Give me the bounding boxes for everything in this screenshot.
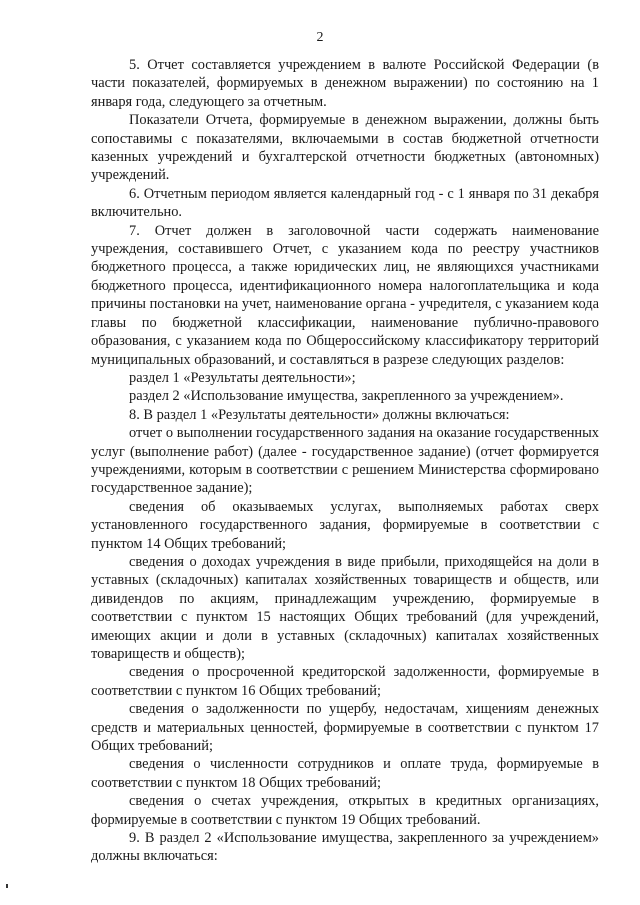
paragraph-item-9: 9. В раздел 2 «Использование имущества, закрепленного за учреждением» должны включаться: (91, 830, 599, 865)
paragraph-item-8: 8. В раздел 1 «Результаты деятельности» должны включаться: (129, 406, 510, 423)
list-item-accounts-info: сведения о счетах учреждения, открытых в кредитных организациях, формируемые в соответствии с пунктом 19 Общих требований. (91, 793, 599, 828)
page-number: 2 (316, 30, 324, 45)
list-item-staff-info: сведения о численности сотрудников и оплате труда, формируемые в соответствии с пунктом 18 Общих требований; (91, 756, 599, 791)
section-1-line: раздел 1 «Результаты деятельности»; (129, 369, 356, 386)
paragraph-item-7: 7. Отчет должен в заголовочной части содержать наименование учреждения, составившего Отчет, с указанием кода по реестру участников бюджетного процесса, а также юридических лиц, не являющихся участниками бюджетного процесса, идентификационного номера налогоплательщика и кода причины постановки на учет, наименование органа - учредителя, с указанием кода главы по бюджетной классификации, наименование публично-правового образования, с указанием кода по Общероссийскому классификатору территорий муниципальных образований, и составляться в разрезе следующих разделов: (91, 222, 599, 368)
list-item-damage-debt: сведения о задолженности по ущербу, недостачам, хищениям денежных средств и материальных ценностей, формируемые в соответствии с пунктом 17 Общих требований; (91, 701, 599, 755)
paragraph-indicators: Показатели Отчета, формируемые в денежном выражении, должны быть сопоставимы с показателями, включаемыми в состав бюджетной отчетности казенных учреждений и бухгалтерской отчетности бюджетных (автономных) учреждений. (91, 112, 599, 184)
scan-edge-mark (6, 884, 8, 888)
list-item-overdue-debt: сведения о просроченной кредиторской задолженности, формируемые в соответствии с пунктом 16 Общих требований; (91, 664, 599, 699)
document-body (91, 56, 599, 866)
paragraph-item-5: 5. Отчет составляется учреждением в валюте Российской Федерации (в части показателей, формируемых в денежном выражении) по состоянию на 1 января года, следующего за отчетным. (91, 57, 599, 110)
section-2-line: раздел 2 «Использование имущества, закрепленного за учреждением». (129, 388, 564, 405)
paragraph-item-6: 6. Отчетным периодом является календарный год - с 1 января по 31 декабря включительно. (91, 185, 599, 221)
list-item-income-info: сведения о доходах учреждения в виде прибыли, приходящейся на доли в уставных (складочных) капиталах хозяйственных товариществ и обществ, или дивидендов по акциям, принадлежащим учреждению, формируемые в соответствии с пунктом 15 настоящих Общих требований (для учреждений, имеющих акции и доли в уставных (складочных) капиталах хозяйственных товариществ и обществ); (91, 553, 599, 662)
list-item-services-info: сведения об оказываемых услугах, выполняемых работах сверх установленного государственного задания, формируемые в соответствии с пунктом 14 Общих требований; (91, 498, 599, 552)
list-item-state-task-report: отчет о выполнении государственного задания на оказание государственных услуг (выполнение работ) (далее - государственное задание) (отчет формируется учреждениями, которым в соответствии с решением Министерства сформировано государственное задание); (91, 425, 599, 497)
